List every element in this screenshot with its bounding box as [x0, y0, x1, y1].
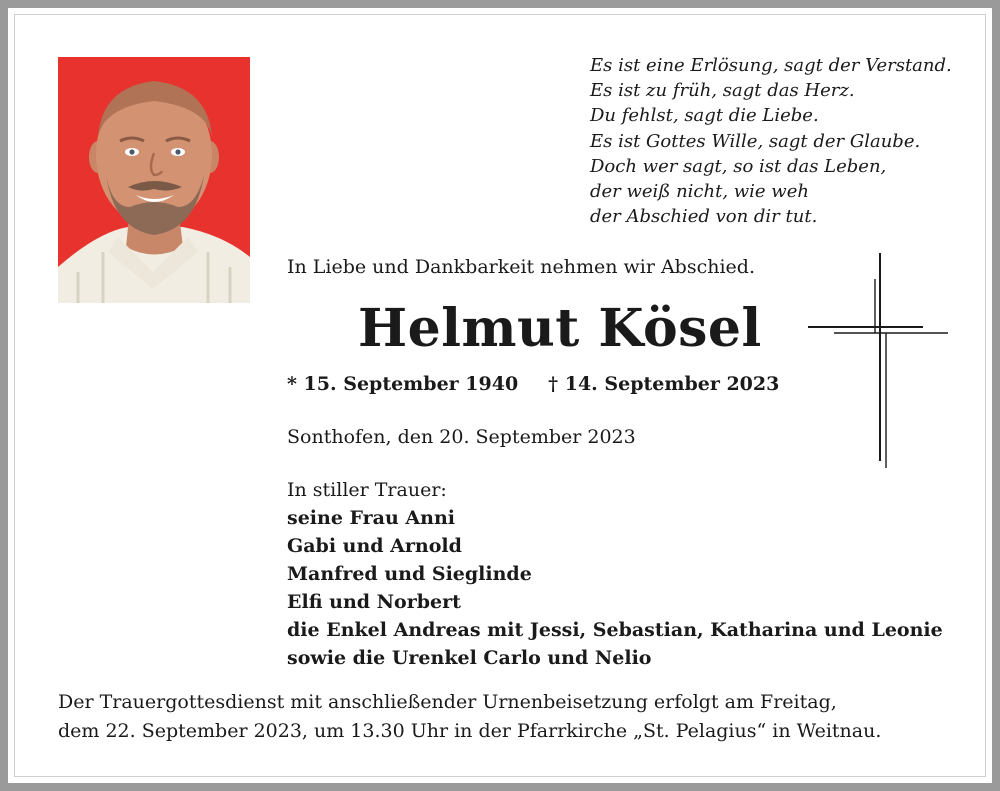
mourner-line: Gabi und Arnold: [287, 535, 462, 557]
death-date: † 14. September 2023: [548, 373, 780, 395]
poem-line: der Abschied von dir tut.: [590, 206, 818, 228]
poem-line: Doch wer sagt, so ist das Leben,: [590, 155, 887, 177]
portrait-photo: [58, 57, 250, 303]
mourners-list: [287, 476, 943, 672]
life-dates: [287, 373, 779, 395]
portrait-illustration: [58, 57, 250, 303]
poem-line: Du fehlst, sagt die Liebe.: [590, 105, 819, 127]
mourner-line: Manfred und Sieglinde: [287, 563, 532, 585]
mourner-line: seine Frau Anni: [287, 507, 456, 529]
poem-line: Es ist Gottes Wille, sagt der Glaube.: [590, 130, 921, 152]
cross-icon: [808, 253, 953, 468]
deceased-name: Helmut Kösel: [358, 298, 762, 359]
mourners-heading: In stiller Trauer:: [287, 479, 447, 501]
birth-date: * 15. September 1940: [287, 373, 519, 395]
mourner-line: die Enkel Andreas mit Jessi, Sebastian, Katharina und Leonie: [287, 619, 943, 641]
service-line: Der Trauergottesdienst mit anschließender Urnenbeisetzung erfolgt am Freitag,: [58, 691, 837, 713]
funeral-service-info: [58, 688, 881, 746]
poem-line: der weiß nicht, wie weh: [590, 181, 809, 203]
farewell-intro: In Liebe und Dankbarkeit nehmen wir Abschied.: [287, 256, 755, 278]
obituary-card: [8, 8, 992, 783]
mourner-line: sowie die Urenkel Carlo und Nelio: [287, 647, 652, 669]
place-and-date: Sonthofen, den 20. September 2023: [287, 426, 636, 448]
poem-line: Es ist zu früh, sagt das Herz.: [590, 80, 855, 102]
poem: [590, 53, 952, 229]
mourner-line: Elfi und Norbert: [287, 591, 461, 613]
service-line: dem 22. September 2023, um 13.30 Uhr in der Pfarrkirche „St. Pelagius“ in Weitnau.: [58, 720, 882, 742]
poem-line: Es ist eine Erlösung, sagt der Verstand.: [590, 55, 952, 76]
